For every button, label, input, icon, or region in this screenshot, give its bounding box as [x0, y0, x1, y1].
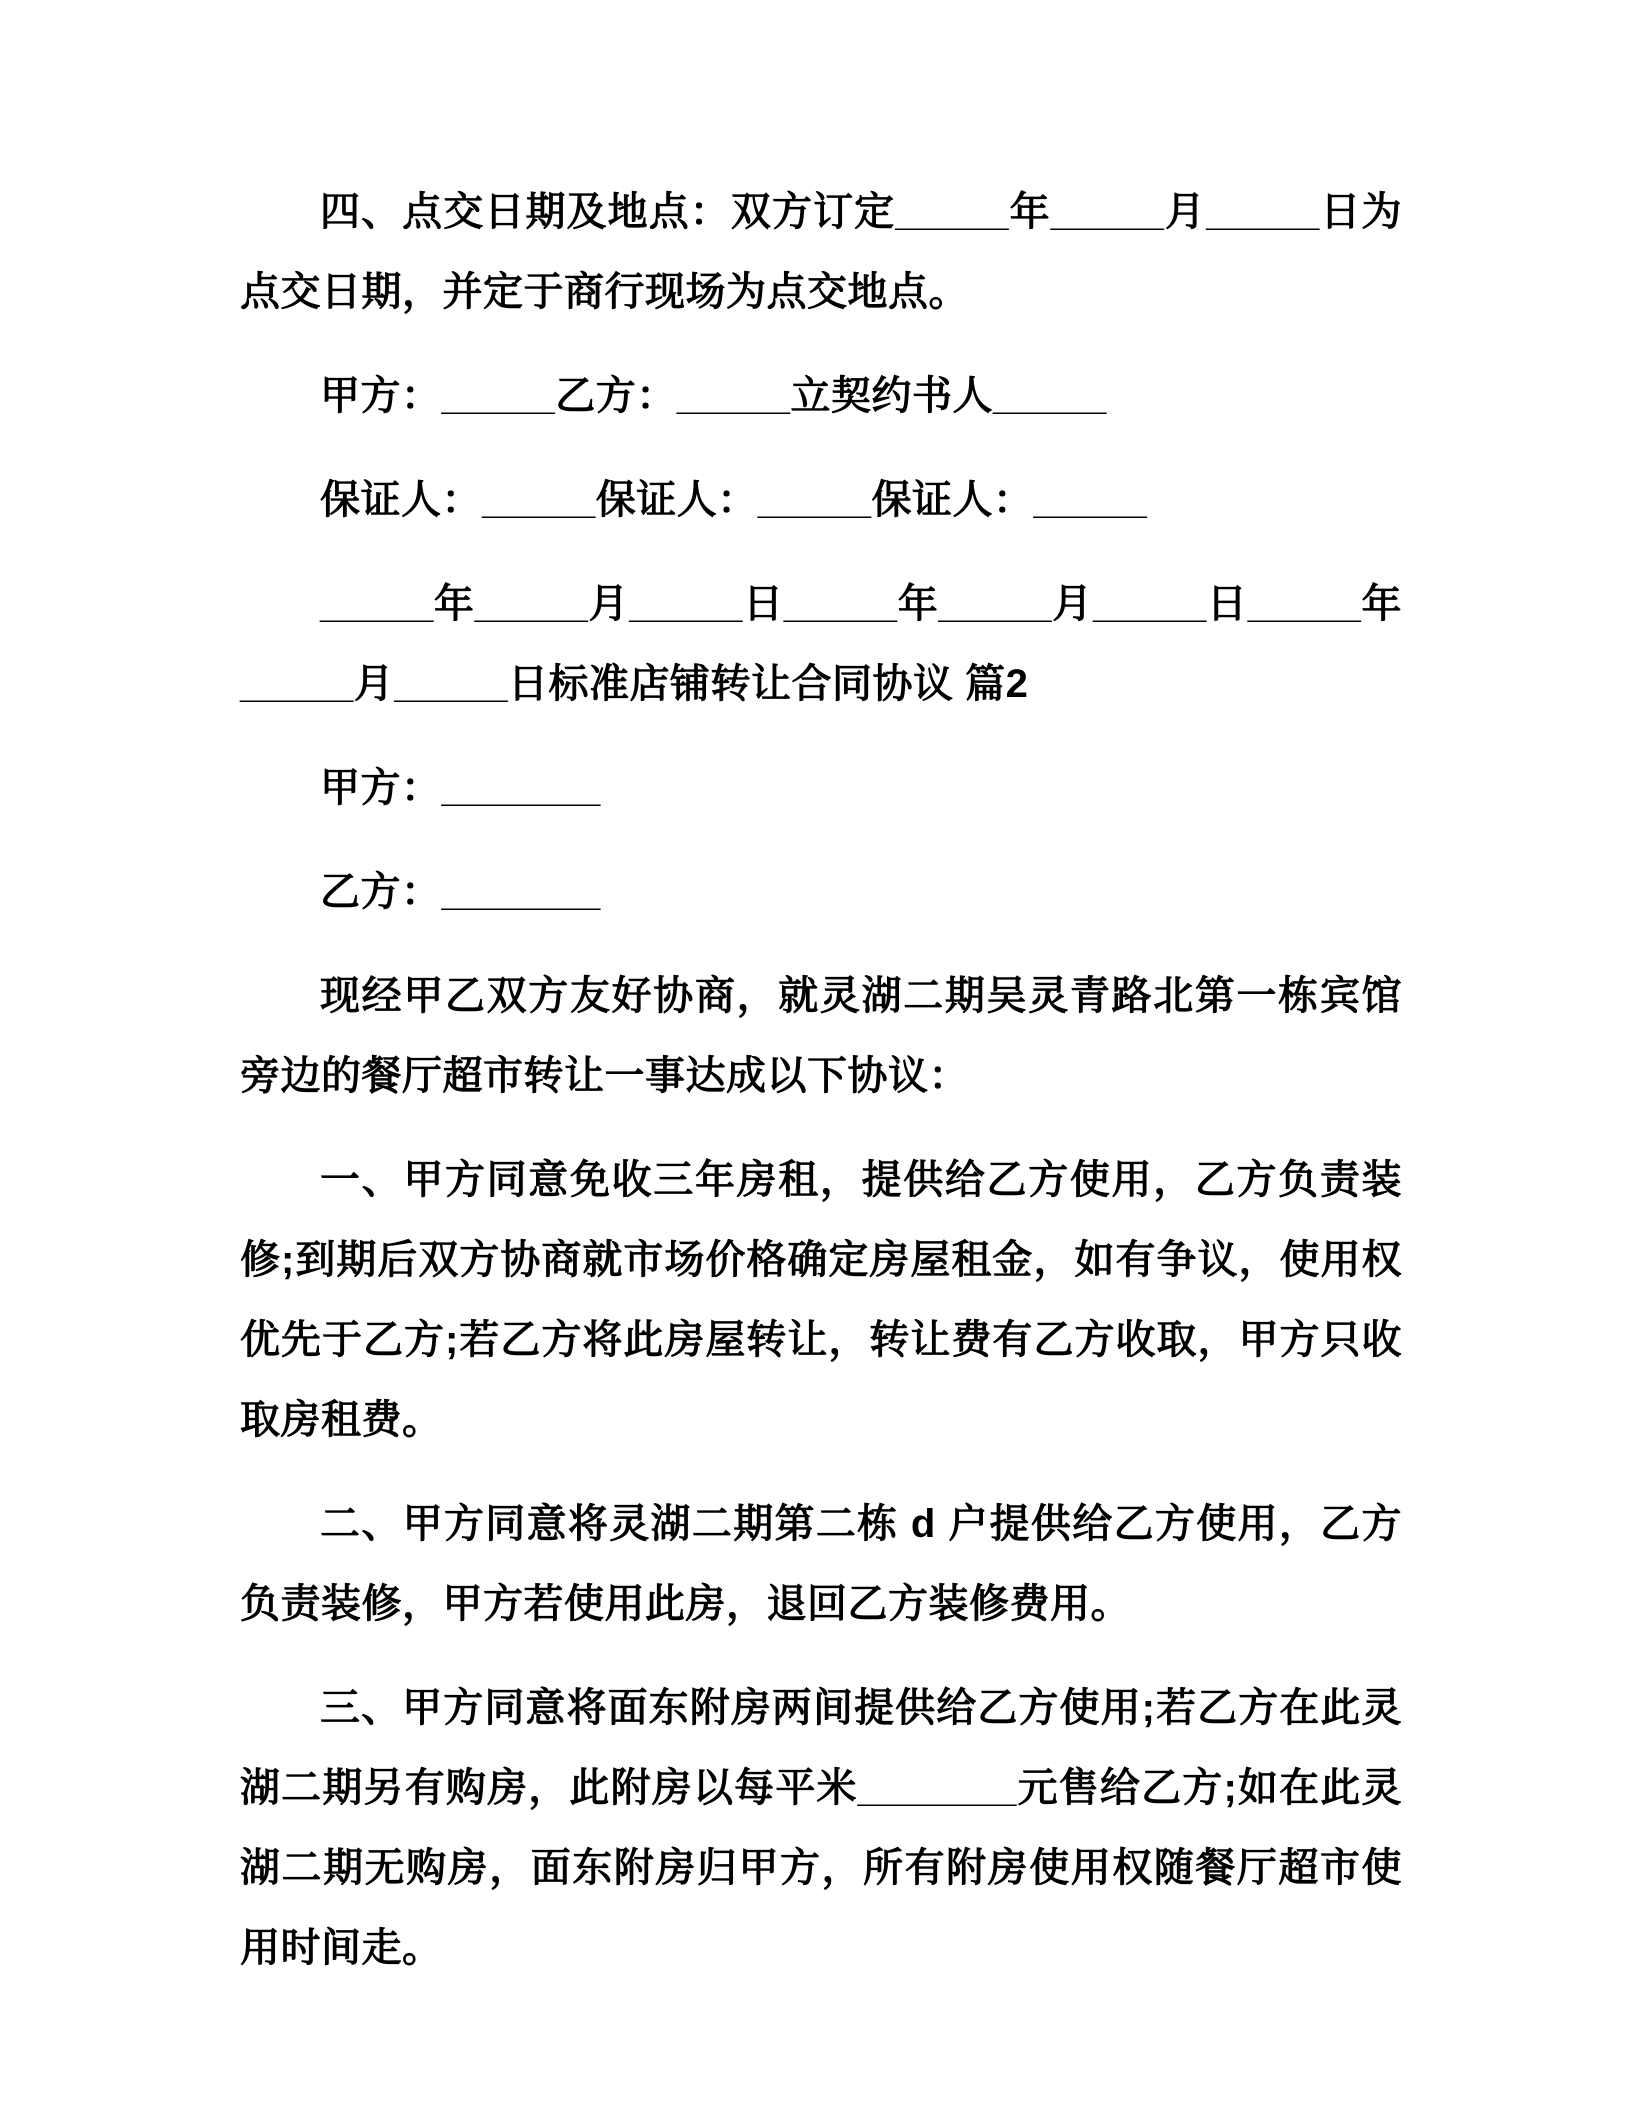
party-b-blank-line: 乙方：_______ [320, 870, 601, 914]
party-a-blank-line: 甲方：_______ [320, 766, 601, 810]
clause-three-east-annex-rooms: 三、甲方同意将面东附房两间提供给乙方使用;若乙方在此灵湖二期另有购房，此附房以每平米_______元售给乙方;如在此灵湖二期无购房，面东附房归甲方，所有附房使用权随餐厅超市使用时间走。 [240, 1686, 1402, 1970]
date-blanks-and-next-agreement-title: _____年_____月_____日_____年_____月_____日_____年_____月_____日标准店铺转让合同协议 篇2 [240, 582, 1402, 706]
clause-one-rent-free: 一、甲方同意免收三年房租，提供给乙方使用，乙方负责装修;到期后双方协商就市场价格确定房屋租金，如有争议，使用权优先于乙方;若乙方将此房屋转让，转让费有乙方收取，甲方只收取房租费。 [240, 1158, 1402, 1442]
signature-line-party-a-b-contractor: 甲方：_____乙方：_____立契约书人_____ [320, 374, 1107, 418]
clause-four-handover-date-location: 四、点交日期及地点：双方订定_____年_____月_____日为点交日期，并定于商行现场为点交地点。 [240, 190, 1402, 314]
guarantors-line: 保证人：_____保证人：_____保证人：_____ [320, 478, 1148, 522]
preamble-paragraph: 现经甲乙双方友好协商，就灵湖二期吴灵青路北第一栋宾馆旁边的餐厅超市转让一事达成以下协议： [240, 974, 1402, 1098]
clause-two-building-unit-d: 二、甲方同意将灵湖二期第二栋 d 户提供给乙方使用，乙方负责装修，甲方若使用此房，退回乙方装修费用。 [240, 1502, 1402, 1626]
